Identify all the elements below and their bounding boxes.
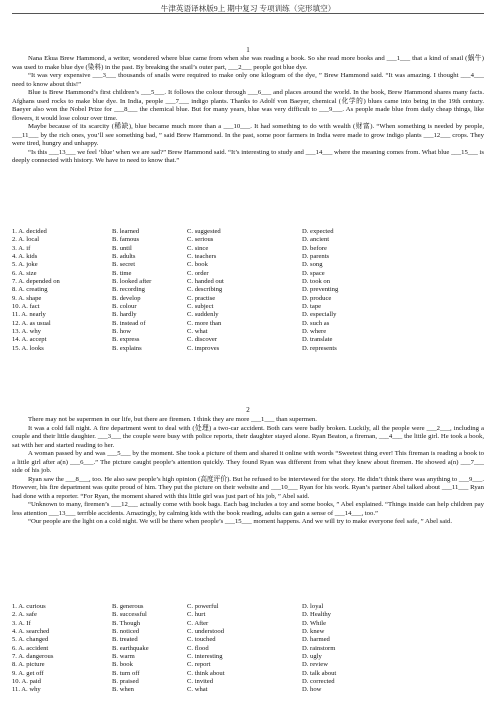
option-d: D. rainstorm	[302, 644, 336, 652]
option-b: B. earthquake	[112, 644, 149, 652]
section-2-passage	[12, 416, 484, 527]
passage-paragraph: “Is this ___13___ we feel ‘blue’ when we are sad?” Brew Hammond said. “It’s interesting to study and ___14___ where the meaning comes from. What blue ___15___ is deeply connected with history. We have to need to know that.”	[12, 148, 484, 164]
option-d: D. especially	[302, 311, 337, 319]
option-row	[12, 345, 484, 353]
header-rule	[12, 13, 484, 14]
passage-paragraph: “Our people are the light on a cold night. We will be there when people’s ___15___ moment happens. And we will try to make everyone feel safe, ” Abel said.	[28, 518, 453, 525]
option-row	[12, 636, 484, 644]
option-row	[12, 628, 484, 636]
option-b: B. express	[112, 336, 140, 344]
option-d: D. produce	[302, 294, 332, 302]
option-d: D. represents	[302, 344, 337, 352]
option-b: B. treated	[112, 636, 138, 644]
option-row	[12, 661, 484, 669]
option-c: C. describing	[187, 286, 223, 294]
section-2-number: 2	[246, 406, 250, 414]
option-d: D. such as	[302, 319, 330, 327]
option-b: B. hardly	[112, 311, 137, 319]
section-1-number: 1	[246, 46, 250, 54]
option-b: B. turn off	[112, 669, 140, 677]
option-a: 6. A. accident	[12, 644, 49, 652]
option-d: D. where	[302, 328, 327, 336]
passage-paragraph: It was a cold fall night. A fire department went to deal with (处理) a two-car accident. Both cars were badly broken. Luckily, all the people were ___2___, including a couple and their little daughter. ___3___ the couple were busy with police reports, their daughter stayed alone. Ryan Beaton, a fireman, ___4___ the little girl. He took a book, sat with her and started reading to her.	[12, 424, 484, 449]
option-d: D. loyal	[302, 603, 324, 610]
option-b: B. book	[112, 661, 133, 669]
option-c: C. practise	[187, 294, 216, 302]
option-b: B. adults	[112, 253, 136, 261]
option-a: 6. A. size	[12, 269, 37, 277]
option-row	[12, 686, 484, 694]
option-a: 9. A. shape	[12, 294, 42, 302]
passage-paragraph: There may not be supermen in our life, but there are firemen. I think they are more ___1___ than supermen.	[28, 416, 317, 423]
option-row	[12, 670, 484, 678]
option-d: D. knew	[302, 628, 325, 636]
option-a: 9. A. get off	[12, 669, 44, 677]
option-a: 4. A. searched	[12, 628, 50, 636]
option-a: 10. A. fact	[12, 303, 40, 311]
option-a: 2. A. local	[12, 236, 40, 244]
section-1-passage	[12, 55, 484, 166]
option-a: 8. A. picture	[12, 661, 45, 669]
option-d: D. translate	[302, 336, 333, 344]
option-b: B. develop	[112, 294, 141, 302]
option-b: B. learned	[112, 228, 140, 235]
option-a: 3. A. If	[12, 619, 31, 627]
option-c: C. touched	[187, 636, 216, 644]
option-b: B. colour	[112, 303, 137, 311]
option-c: C. since	[187, 244, 209, 252]
passage-paragraph: A woman passed by and was ___5___ by the moment. She took a picture of them and shared it online with words “Sweetest thing ever! This fireman is reading a book to a little girl after a(n) ___6___.” The picture caught people’s attention quickly. They found Ryan was different from what they knew about firemen. He showed a(n) ___7___ side of his job.	[12, 450, 484, 474]
option-d: D. how	[302, 686, 322, 694]
option-a: 1. A. decided	[12, 228, 47, 235]
option-c: C. After	[187, 619, 209, 627]
passage-paragraph: Blue is Brew Hammond’s first children’s ___5___. It follows the colour through ___6___ and places around the world. In the book, Brew Hammond shares many facts. Afghans used rocks to make blue dye. In India, people ___7___ indigo plants. Thanks to Adolf von Baeyer, chemical (化学的) blues came into being in the 19th century. Baeyer also won the Nobel Prize for ___8___ the chemical blue. But for many years, blue was very difficult to ___9___. As people made blue from daily cheap things, like flowers, it would lose colour over time.	[12, 89, 484, 122]
option-a: 4. A. kids	[12, 253, 38, 261]
option-c: C. report	[187, 661, 211, 669]
option-a: 12. A. as usual	[12, 319, 51, 327]
option-a: 1. A. curious	[12, 603, 46, 610]
option-d: D. space	[302, 269, 325, 277]
option-b: B. praised	[112, 678, 139, 686]
option-a: 11. A. nearly	[12, 311, 46, 319]
option-c: C. handed out	[187, 278, 224, 286]
option-a: 13. A. why	[12, 328, 41, 336]
option-b: B. until	[112, 244, 132, 252]
option-d: D. preventing	[302, 286, 339, 294]
option-row	[12, 311, 484, 319]
option-a: 14. A. accept	[12, 336, 47, 344]
option-b: B. how	[112, 328, 132, 336]
option-b: B. secret	[112, 261, 136, 269]
option-c: C. book	[187, 261, 208, 269]
option-row	[12, 328, 484, 336]
option-d: D. talk about	[302, 669, 337, 677]
option-a: 8. A. creating	[12, 286, 48, 294]
option-b: B. recording	[112, 286, 145, 294]
option-b: B. famous	[112, 236, 140, 244]
option-row	[12, 303, 484, 311]
option-row	[12, 245, 484, 253]
option-a: 2. A. safe	[12, 611, 37, 619]
option-d: D. review	[302, 661, 328, 669]
passage-paragraph: Nana Ekua Brew Hammond, a writer, wondered where blue came from when she was reading a book. So she read more books and ___1___ that a kind of snail (蜗牛) was used to make blue dye (染料) in the past. By breaking the snail’s outer part, ___2___ people got blue dye.	[12, 55, 484, 71]
option-row	[12, 645, 484, 653]
option-a: 7. A. depended on	[12, 278, 60, 286]
passage-paragraph: “It was very expensive ___3___ thousands of snails were required to make only one kilogram of the dye, ” Brew Hammond said. “It was amazing. I thought ___4___ need to know about this!”	[12, 72, 484, 88]
option-b: B. warm	[112, 653, 135, 661]
option-b: B. time	[112, 269, 132, 277]
option-d: D. tape	[302, 303, 322, 311]
option-row	[12, 295, 484, 303]
option-c: C. suggested	[187, 228, 221, 235]
option-row	[12, 336, 484, 344]
option-row	[12, 320, 484, 328]
option-a: 5. A. joke	[12, 261, 38, 269]
option-c: C. discover	[187, 336, 218, 344]
option-c: C. order	[187, 269, 209, 277]
option-c: C. serious	[187, 236, 214, 244]
passage-paragraph: “Unknown to many, firemen’s ___12___ actually come with book bags. Each bag includes a toy and some books, ” Abel explained. “Things inside can help children pay less attention ___13___ terrible accidents. Amazingly, by calming kids with the book reading, adults can gain a sense of ___14___, too.”	[12, 501, 484, 517]
option-d: D. before	[302, 244, 327, 252]
section-1-options	[12, 228, 484, 353]
option-row	[12, 653, 484, 661]
option-row	[12, 620, 484, 628]
option-c: C. think about	[187, 669, 225, 677]
option-c: C. interesting	[187, 653, 223, 661]
option-c: C. flood	[187, 644, 209, 652]
option-c: C. suddenly	[187, 311, 219, 319]
option-row	[12, 278, 484, 286]
option-a: 3. A. if	[12, 244, 31, 252]
option-a: 7. A. dangerous	[12, 653, 54, 661]
option-d: D. ancient	[302, 236, 330, 244]
option-d: D. expected	[302, 228, 334, 235]
option-row	[12, 611, 484, 619]
option-row	[12, 228, 484, 236]
option-a: 11. A. why	[12, 686, 41, 694]
option-a: 5. A. changed	[12, 636, 49, 644]
option-a: 15. A. looks	[12, 344, 44, 352]
option-c: C. improves	[187, 344, 220, 352]
option-c: C. subject	[187, 303, 214, 311]
passage-paragraph: Maybe because of its scarcity (稀缺), blue became much more than a ___10___. It had something to do with wealth (财富). “When something is needed by people, ___11___ by the rich ones, you’ll see something bad, ” said Brew Hammond. In the past, some poor farmers in India were made to grow indigo plants ___12___ crops. They were tired, hungry and unhappy.	[12, 123, 484, 147]
option-b: B. noticed	[112, 628, 140, 636]
option-d: D. ugly	[302, 653, 322, 661]
section-2-options	[12, 603, 484, 695]
option-a: 10. A. paid	[12, 678, 41, 686]
option-d: D. song	[302, 261, 323, 269]
option-d: D. harmed	[302, 636, 330, 644]
option-c: C. powerful	[187, 603, 219, 610]
option-row	[12, 603, 484, 611]
option-b: B. explains	[112, 344, 142, 352]
option-row	[12, 286, 484, 294]
option-c: C. invited	[187, 678, 214, 686]
option-b: B. successful	[112, 611, 147, 619]
option-row	[12, 678, 484, 686]
option-d: D. took on	[302, 278, 331, 286]
option-b: B. looked after	[112, 278, 152, 286]
option-b: B. Though	[112, 619, 141, 627]
option-d: D. While	[302, 619, 327, 627]
option-row	[12, 236, 484, 244]
option-c: C. more than	[187, 319, 222, 327]
option-d: D. corrected	[302, 678, 335, 686]
option-c: C. hurt	[187, 611, 206, 619]
option-b: B. instead of	[112, 319, 146, 327]
option-row	[12, 261, 484, 269]
option-row	[12, 253, 484, 261]
option-c: C. what	[187, 328, 208, 336]
passage-paragraph: Ryan saw the ___8___, too. He also saw people’s high opinion (高度评价). But he refused to be interviewed for the story. He didn’t think there was anything to ___9___. However, his fire department was quite proud of him. They put the picture on their website and ___10___ Ryan for his work. Ryan’s partner Abel talked about ___11___ Ryan had done with a reporter. “For Ryan, the moment shared with this little girl was just part of his job, ” Abel said.	[12, 475, 484, 500]
option-d: D. Healthy	[302, 611, 331, 619]
option-b: B. when	[112, 686, 134, 694]
option-b: B. generous	[112, 603, 144, 610]
option-row	[12, 270, 484, 278]
option-c: C. what	[187, 686, 208, 694]
option-c: C. teachers	[187, 253, 217, 261]
page-header: 牛津英语译林版9上 期中复习 专项训练（完形填空）	[160, 4, 336, 13]
option-d: D. parents	[302, 253, 330, 261]
option-c: C. understood	[187, 628, 224, 636]
